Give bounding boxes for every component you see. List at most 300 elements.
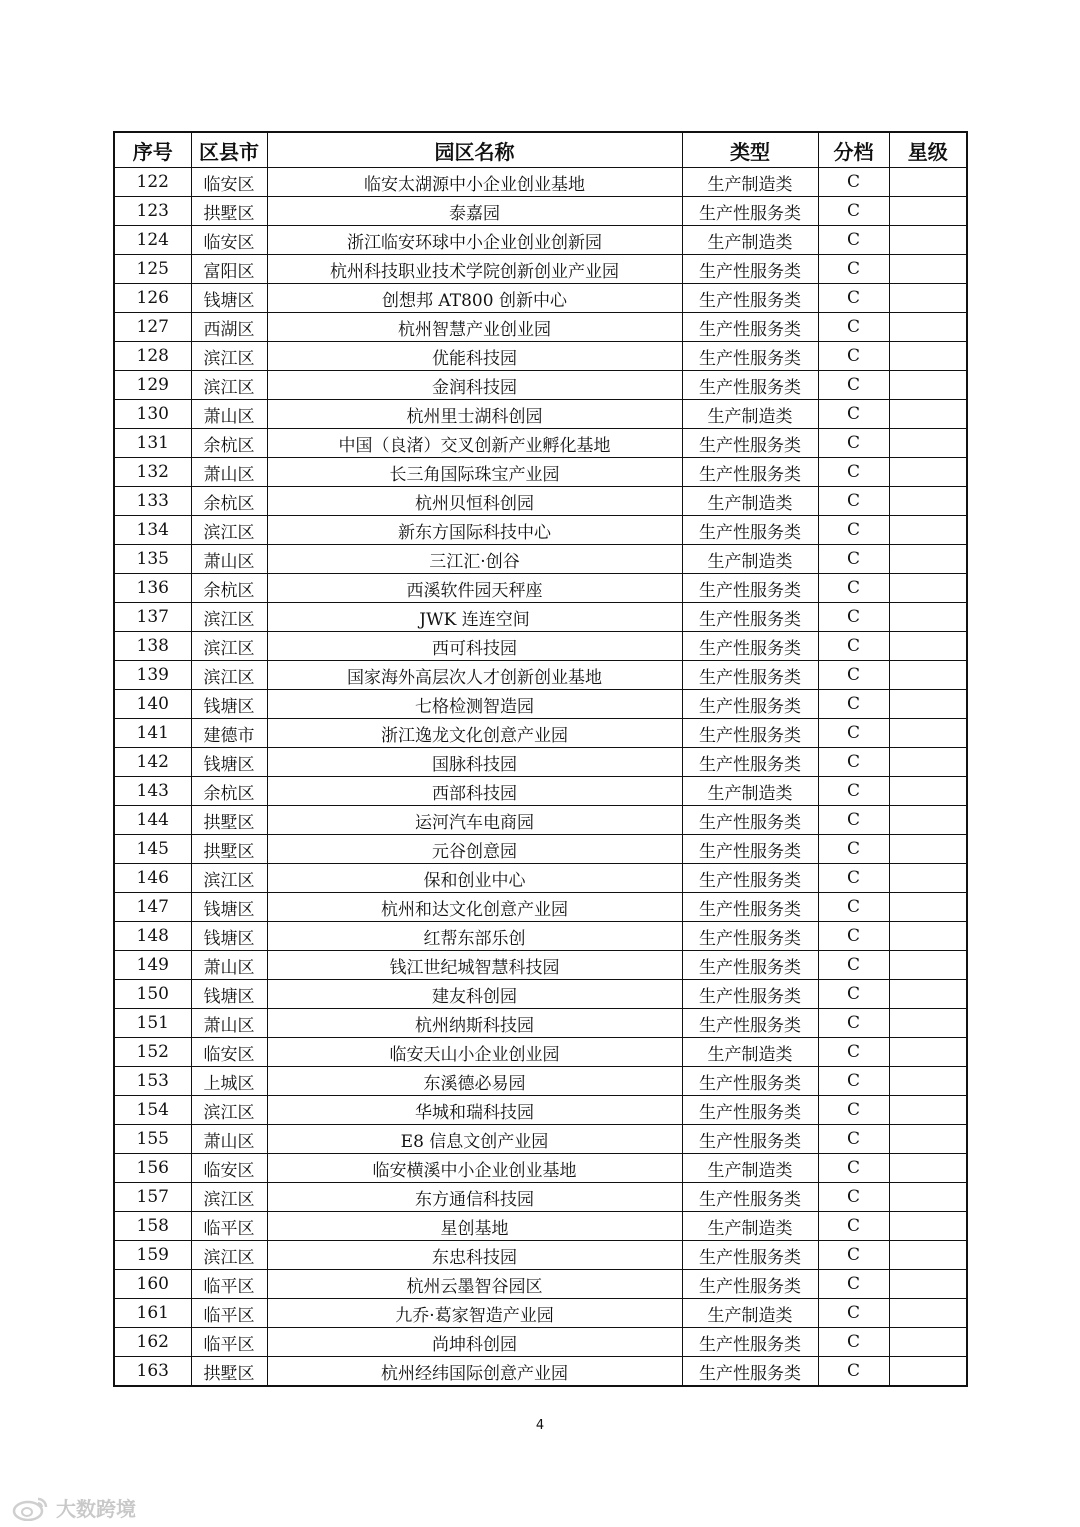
cell-star-rating [889,313,967,342]
cell-star-rating [889,226,967,255]
table-row [114,313,967,342]
cell-district: 萧山区 [191,458,267,487]
cell-tier: C [818,1125,889,1154]
cell-type: 生产性服务类 [682,1009,818,1038]
cell-park-name: 东方通信科技园 [267,1183,682,1212]
cell-district: 上城区 [191,1067,267,1096]
table-row [114,661,967,690]
table-row [114,690,967,719]
table-row [114,980,967,1009]
cell-type: 生产制造类 [682,545,818,574]
cell-index: 163 [114,1357,191,1387]
cell-star-rating [889,458,967,487]
cell-index: 152 [114,1038,191,1067]
table-row [114,603,967,632]
cell-district: 钱塘区 [191,922,267,951]
cell-type: 生产性服务类 [682,835,818,864]
cell-park-name: 新东方国际科技中心 [267,516,682,545]
cell-district: 萧山区 [191,951,267,980]
cell-star-rating [889,806,967,835]
table-row [114,226,967,255]
cell-index: 145 [114,835,191,864]
cell-type: 生产性服务类 [682,574,818,603]
cell-type: 生产性服务类 [682,603,818,632]
park-table-container [113,131,966,1387]
table-row [114,371,967,400]
cell-tier: C [818,1154,889,1183]
cell-index: 140 [114,690,191,719]
cell-district: 临安区 [191,1038,267,1067]
cell-park-name: 西溪软件园天秤座 [267,574,682,603]
table-row [114,719,967,748]
cell-index: 161 [114,1299,191,1328]
cell-star-rating [889,835,967,864]
cell-park-name: 建友科创园 [267,980,682,1009]
table-row [114,806,967,835]
cell-type: 生产性服务类 [682,458,818,487]
cell-index: 162 [114,1328,191,1357]
cell-type: 生产性服务类 [682,516,818,545]
cell-star-rating [889,661,967,690]
cell-park-name: 元谷创意园 [267,835,682,864]
cell-star-rating [889,1038,967,1067]
cell-tier: C [818,400,889,429]
cell-park-name: 中国（良渚）交叉创新产业孵化基地 [267,429,682,458]
table-row [114,197,967,226]
cell-type: 生产性服务类 [682,719,818,748]
cell-index: 122 [114,168,191,197]
cell-park-name: 华城和瑞科技园 [267,1096,682,1125]
cell-type: 生产性服务类 [682,342,818,371]
cell-district: 钱塘区 [191,893,267,922]
cell-type: 生产性服务类 [682,1183,818,1212]
cell-type: 生产性服务类 [682,1270,818,1299]
cell-tier: C [818,545,889,574]
park-table [113,131,968,1387]
cell-district: 建德市 [191,719,267,748]
cell-tier: C [818,487,889,516]
header-index: 序号 [114,132,191,168]
cell-tier: C [818,1183,889,1212]
header-park-name: 园区名称 [267,132,682,168]
header-star-rating: 星级 [889,132,967,168]
header-type: 类型 [682,132,818,168]
cell-star-rating [889,864,967,893]
cell-index: 124 [114,226,191,255]
table-row [114,400,967,429]
table-row [114,1096,967,1125]
cell-star-rating [889,1125,967,1154]
cell-type: 生产性服务类 [682,864,818,893]
cell-park-name: 浙江逸龙文化创意产业园 [267,719,682,748]
cell-type: 生产性服务类 [682,661,818,690]
cell-district: 萧山区 [191,1009,267,1038]
cell-index: 155 [114,1125,191,1154]
cell-index: 127 [114,313,191,342]
cell-type: 生产性服务类 [682,893,818,922]
cell-tier: C [818,197,889,226]
cell-index: 135 [114,545,191,574]
cell-park-name: 优能科技园 [267,342,682,371]
cell-star-rating [889,342,967,371]
cell-tier: C [818,603,889,632]
cell-park-name: 西可科技园 [267,632,682,661]
cell-index: 149 [114,951,191,980]
cell-type: 生产性服务类 [682,255,818,284]
cell-star-rating [889,1241,967,1270]
cell-star-rating [889,748,967,777]
cell-park-name: JWK 连连空间 [267,603,682,632]
table-row [114,516,967,545]
table-body [114,168,967,1387]
cell-index: 160 [114,1270,191,1299]
cell-type: 生产性服务类 [682,922,818,951]
table-row [114,574,967,603]
cell-tier: C [818,1241,889,1270]
cell-park-name: 东溪德必易园 [267,1067,682,1096]
table-row [114,1328,967,1357]
cell-district: 滨江区 [191,516,267,545]
cell-district: 临安区 [191,226,267,255]
cell-star-rating [889,777,967,806]
cell-index: 128 [114,342,191,371]
cell-park-name: 运河汽车电商园 [267,806,682,835]
cell-type: 生产性服务类 [682,690,818,719]
cell-park-name: 九乔·葛家智造产业园 [267,1299,682,1328]
cell-type: 生产性服务类 [682,197,818,226]
table-row [114,1270,967,1299]
cell-type: 生产性服务类 [682,1328,818,1357]
cell-index: 147 [114,893,191,922]
cell-park-name: 金润科技园 [267,371,682,400]
cell-type: 生产制造类 [682,1154,818,1183]
cell-index: 148 [114,922,191,951]
table-row [114,632,967,661]
cell-tier: C [818,429,889,458]
cell-star-rating [889,632,967,661]
weibo-logo-icon [12,1495,50,1521]
cell-type: 生产制造类 [682,168,818,197]
cell-type: 生产性服务类 [682,632,818,661]
cell-index: 154 [114,1096,191,1125]
table-row [114,168,967,197]
cell-type: 生产性服务类 [682,1357,818,1387]
cell-star-rating [889,1183,967,1212]
cell-index: 142 [114,748,191,777]
cell-type: 生产性服务类 [682,1067,818,1096]
cell-park-name: 临安横溪中小企业创业基地 [267,1154,682,1183]
cell-type: 生产制造类 [682,226,818,255]
cell-index: 134 [114,516,191,545]
cell-star-rating [889,197,967,226]
cell-index: 141 [114,719,191,748]
cell-district: 余杭区 [191,487,267,516]
cell-park-name: 杭州和达文化创意产业园 [267,893,682,922]
cell-park-name: 西部科技园 [267,777,682,806]
cell-district: 拱墅区 [191,197,267,226]
cell-district: 钱塘区 [191,980,267,1009]
cell-district: 滨江区 [191,864,267,893]
cell-district: 余杭区 [191,574,267,603]
cell-park-name: 杭州经纬国际创意产业园 [267,1357,682,1387]
cell-index: 131 [114,429,191,458]
watermark-text: 大数跨境 [56,1497,136,1521]
cell-star-rating [889,951,967,980]
cell-district: 西湖区 [191,313,267,342]
cell-district: 滨江区 [191,1183,267,1212]
cell-park-name: 浙江临安环球中小企业创业创新园 [267,226,682,255]
cell-star-rating [889,1328,967,1357]
table-row [114,748,967,777]
table-row [114,864,967,893]
cell-district: 钱塘区 [191,748,267,777]
cell-district: 萧山区 [191,1125,267,1154]
cell-star-rating [889,400,967,429]
cell-district: 滨江区 [191,1241,267,1270]
cell-district: 临平区 [191,1212,267,1241]
cell-tier: C [818,226,889,255]
table-row [114,835,967,864]
table-row [114,429,967,458]
cell-district: 滨江区 [191,342,267,371]
cell-park-name: 国家海外高层次人才创新创业基地 [267,661,682,690]
cell-index: 151 [114,1009,191,1038]
cell-tier: C [818,574,889,603]
cell-star-rating [889,1154,967,1183]
cell-tier: C [818,1299,889,1328]
cell-index: 144 [114,806,191,835]
cell-district: 滨江区 [191,1096,267,1125]
cell-type: 生产性服务类 [682,284,818,313]
cell-index: 136 [114,574,191,603]
cell-park-name: 东忠科技园 [267,1241,682,1270]
table-row [114,922,967,951]
header-district: 区县市 [191,132,267,168]
cell-index: 143 [114,777,191,806]
cell-index: 130 [114,400,191,429]
cell-district: 余杭区 [191,777,267,806]
cell-park-name: 杭州智慧产业创业园 [267,313,682,342]
cell-tier: C [818,284,889,313]
cell-tier: C [818,777,889,806]
cell-tier: C [818,1270,889,1299]
cell-type: 生产性服务类 [682,1241,818,1270]
cell-index: 158 [114,1212,191,1241]
cell-star-rating [889,255,967,284]
table-row [114,487,967,516]
cell-type: 生产性服务类 [682,980,818,1009]
cell-tier: C [818,1009,889,1038]
cell-park-name: 创想邦 AT800 创新中心 [267,284,682,313]
table-row [114,951,967,980]
table-row [114,255,967,284]
cell-tier: C [818,342,889,371]
cell-star-rating [889,1299,967,1328]
cell-star-rating [889,980,967,1009]
cell-tier: C [818,719,889,748]
cell-park-name: E8 信息文创产业园 [267,1125,682,1154]
cell-tier: C [818,1038,889,1067]
cell-park-name: 杭州贝恒科创园 [267,487,682,516]
cell-tier: C [818,893,889,922]
cell-type: 生产性服务类 [682,1096,818,1125]
cell-tier: C [818,255,889,284]
cell-type: 生产制造类 [682,487,818,516]
table-row [114,1183,967,1212]
table-row [114,1241,967,1270]
cell-district: 拱墅区 [191,806,267,835]
table-row [114,284,967,313]
cell-district: 滨江区 [191,603,267,632]
cell-district: 余杭区 [191,429,267,458]
table-row [114,1009,967,1038]
cell-star-rating [889,893,967,922]
cell-park-name: 国脉科技园 [267,748,682,777]
cell-park-name: 尚坤科创园 [267,1328,682,1357]
cell-star-rating [889,690,967,719]
table-row [114,1038,967,1067]
cell-park-name: 长三角国际珠宝产业园 [267,458,682,487]
table-row [114,893,967,922]
table-header-row [114,132,967,168]
cell-district: 钱塘区 [191,690,267,719]
cell-star-rating [889,1067,967,1096]
table-row [114,545,967,574]
cell-tier: C [818,1067,889,1096]
cell-park-name: 杭州纳斯科技园 [267,1009,682,1038]
cell-district: 拱墅区 [191,1357,267,1387]
table-row [114,1357,967,1387]
cell-tier: C [818,516,889,545]
cell-index: 123 [114,197,191,226]
cell-star-rating [889,1357,967,1387]
cell-type: 生产性服务类 [682,1125,818,1154]
cell-district: 萧山区 [191,400,267,429]
cell-park-name: 杭州科技职业技术学院创新创业产业园 [267,255,682,284]
table-row [114,1067,967,1096]
cell-tier: C [818,1357,889,1387]
cell-type: 生产制造类 [682,777,818,806]
cell-index: 132 [114,458,191,487]
cell-tier: C [818,371,889,400]
cell-tier: C [818,806,889,835]
cell-district: 临平区 [191,1270,267,1299]
cell-index: 159 [114,1241,191,1270]
cell-star-rating [889,922,967,951]
cell-district: 临安区 [191,1154,267,1183]
cell-tier: C [818,313,889,342]
cell-tier: C [818,922,889,951]
cell-district: 滨江区 [191,371,267,400]
cell-park-name: 泰嘉园 [267,197,682,226]
table-row [114,458,967,487]
cell-tier: C [818,1328,889,1357]
cell-park-name: 星创基地 [267,1212,682,1241]
cell-star-rating [889,487,967,516]
table-row [114,342,967,371]
cell-type: 生产性服务类 [682,748,818,777]
cell-tier: C [818,1212,889,1241]
cell-tier: C [818,168,889,197]
cell-star-rating [889,1212,967,1241]
cell-type: 生产性服务类 [682,806,818,835]
cell-star-rating [889,371,967,400]
cell-star-rating [889,168,967,197]
cell-park-name: 杭州云墨智谷园区 [267,1270,682,1299]
table-row [114,1212,967,1241]
cell-type: 生产性服务类 [682,429,818,458]
cell-star-rating [889,545,967,574]
cell-index: 157 [114,1183,191,1212]
cell-district: 滨江区 [191,632,267,661]
cell-district: 钱塘区 [191,284,267,313]
cell-type: 生产性服务类 [682,951,818,980]
cell-star-rating [889,1009,967,1038]
cell-index: 129 [114,371,191,400]
cell-star-rating [889,719,967,748]
cell-park-name: 红帮东部乐创 [267,922,682,951]
cell-star-rating [889,603,967,632]
cell-index: 139 [114,661,191,690]
cell-district: 临平区 [191,1299,267,1328]
cell-tier: C [818,1096,889,1125]
cell-tier: C [818,748,889,777]
cell-park-name: 保和创业中心 [267,864,682,893]
cell-district: 富阳区 [191,255,267,284]
cell-index: 146 [114,864,191,893]
cell-type: 生产制造类 [682,1038,818,1067]
cell-district: 萧山区 [191,545,267,574]
cell-tier: C [818,458,889,487]
cell-type: 生产性服务类 [682,371,818,400]
cell-tier: C [818,951,889,980]
cell-index: 125 [114,255,191,284]
cell-park-name: 临安天山小企业创业园 [267,1038,682,1067]
cell-park-name: 七格检测智造园 [267,690,682,719]
cell-tier: C [818,864,889,893]
table-row [114,1125,967,1154]
cell-district: 滨江区 [191,661,267,690]
cell-star-rating [889,1270,967,1299]
cell-district: 临平区 [191,1328,267,1357]
cell-park-name: 三江汇·创谷 [267,545,682,574]
cell-tier: C [818,980,889,1009]
header-tier: 分档 [818,132,889,168]
cell-star-rating [889,429,967,458]
cell-tier: C [818,632,889,661]
cell-park-name: 钱江世纪城智慧科技园 [267,951,682,980]
cell-index: 137 [114,603,191,632]
cell-star-rating [889,516,967,545]
cell-park-name: 临安太湖源中小企业创业基地 [267,168,682,197]
cell-star-rating [889,284,967,313]
cell-index: 150 [114,980,191,1009]
cell-tier: C [818,690,889,719]
cell-star-rating [889,1096,967,1125]
cell-type: 生产制造类 [682,1299,818,1328]
watermark [12,1493,136,1522]
page-number: 4 [535,1418,545,1433]
cell-type: 生产性服务类 [682,313,818,342]
table-row [114,777,967,806]
cell-district: 拱墅区 [191,835,267,864]
cell-star-rating [889,574,967,603]
cell-type: 生产制造类 [682,1212,818,1241]
cell-tier: C [818,835,889,864]
cell-index: 138 [114,632,191,661]
table-row [114,1154,967,1183]
cell-index: 156 [114,1154,191,1183]
